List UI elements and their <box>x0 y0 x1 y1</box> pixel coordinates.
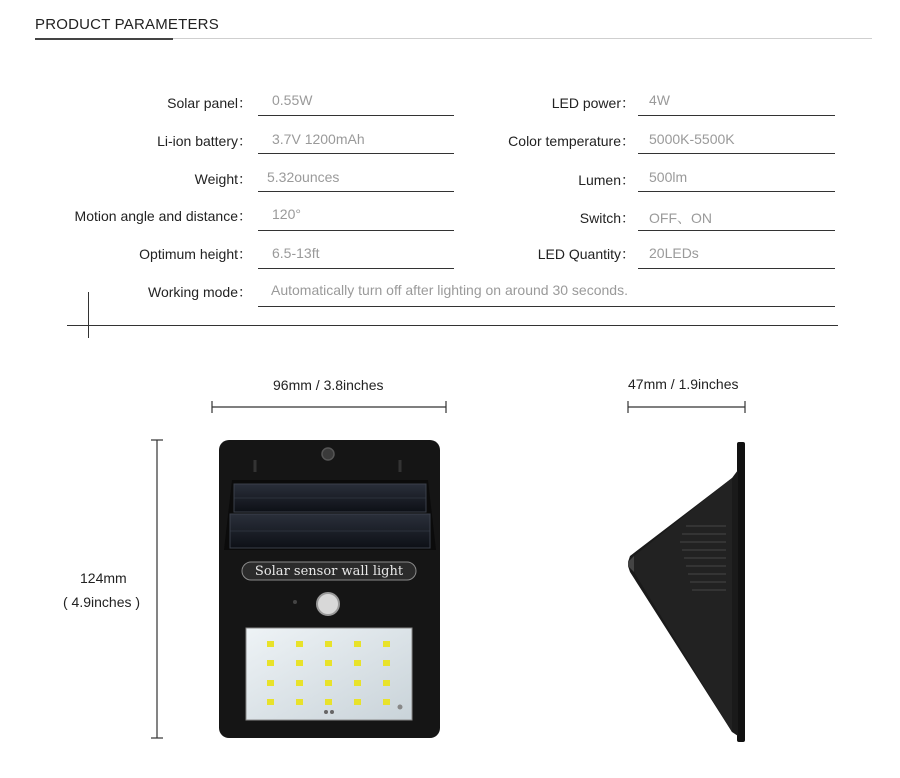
param-label-led-power: LED power： <box>551 95 635 111</box>
param-label-weight: Weight： <box>194 171 252 187</box>
param-label-working-mode: Working mode： <box>147 284 252 300</box>
param-label-height: Optimum height： <box>139 246 252 262</box>
param-label-solar-panel: Solar panel： <box>167 95 252 111</box>
product-label: Solar sensor wall light <box>254 564 404 579</box>
dimension-height-in-label: ( 4.9inches ) <box>63 594 141 610</box>
product-front-view <box>210 432 450 744</box>
param-label-color-temp: Color temperature： <box>508 133 635 149</box>
param-value-led-quantity: 20LEDs <box>649 245 699 261</box>
param-value-switch: OFF、ON <box>649 210 712 226</box>
param-label-motion: Motion angle and distance： <box>74 208 252 224</box>
param-value-solar-panel: 0.55W <box>272 92 313 108</box>
product-side-view <box>620 436 755 746</box>
param-value-height: 6.5-13ft <box>272 245 320 261</box>
dimension-width-label: 96mm / 3.8inches <box>273 377 384 393</box>
param-value-motion: 120° <box>272 206 301 222</box>
param-value-lumen: 500lm <box>649 169 688 185</box>
param-value-led-power: 4W <box>649 92 670 108</box>
param-label-battery: Li-ion battery： <box>157 133 252 149</box>
param-label-lumen: Lumen： <box>578 172 635 188</box>
param-value-battery: 3.7V 1200mAh <box>272 131 365 147</box>
dimension-height-mm-label: 124mm <box>80 570 127 586</box>
param-value-working-mode: Automatically turn off after lighting on around 30 seconds. <box>271 282 628 298</box>
dimension-depth-label: 47mm / 1.9inches <box>628 376 739 392</box>
param-label-switch: Switch： <box>579 210 635 226</box>
param-label-led-quantity: LED Quantity： <box>537 246 635 262</box>
param-value-color-temp: 5000K-5500K <box>649 131 735 147</box>
page-title: PRODUCT PARAMETERS <box>35 16 219 33</box>
param-value-weight: 5.32ounces <box>267 169 340 185</box>
